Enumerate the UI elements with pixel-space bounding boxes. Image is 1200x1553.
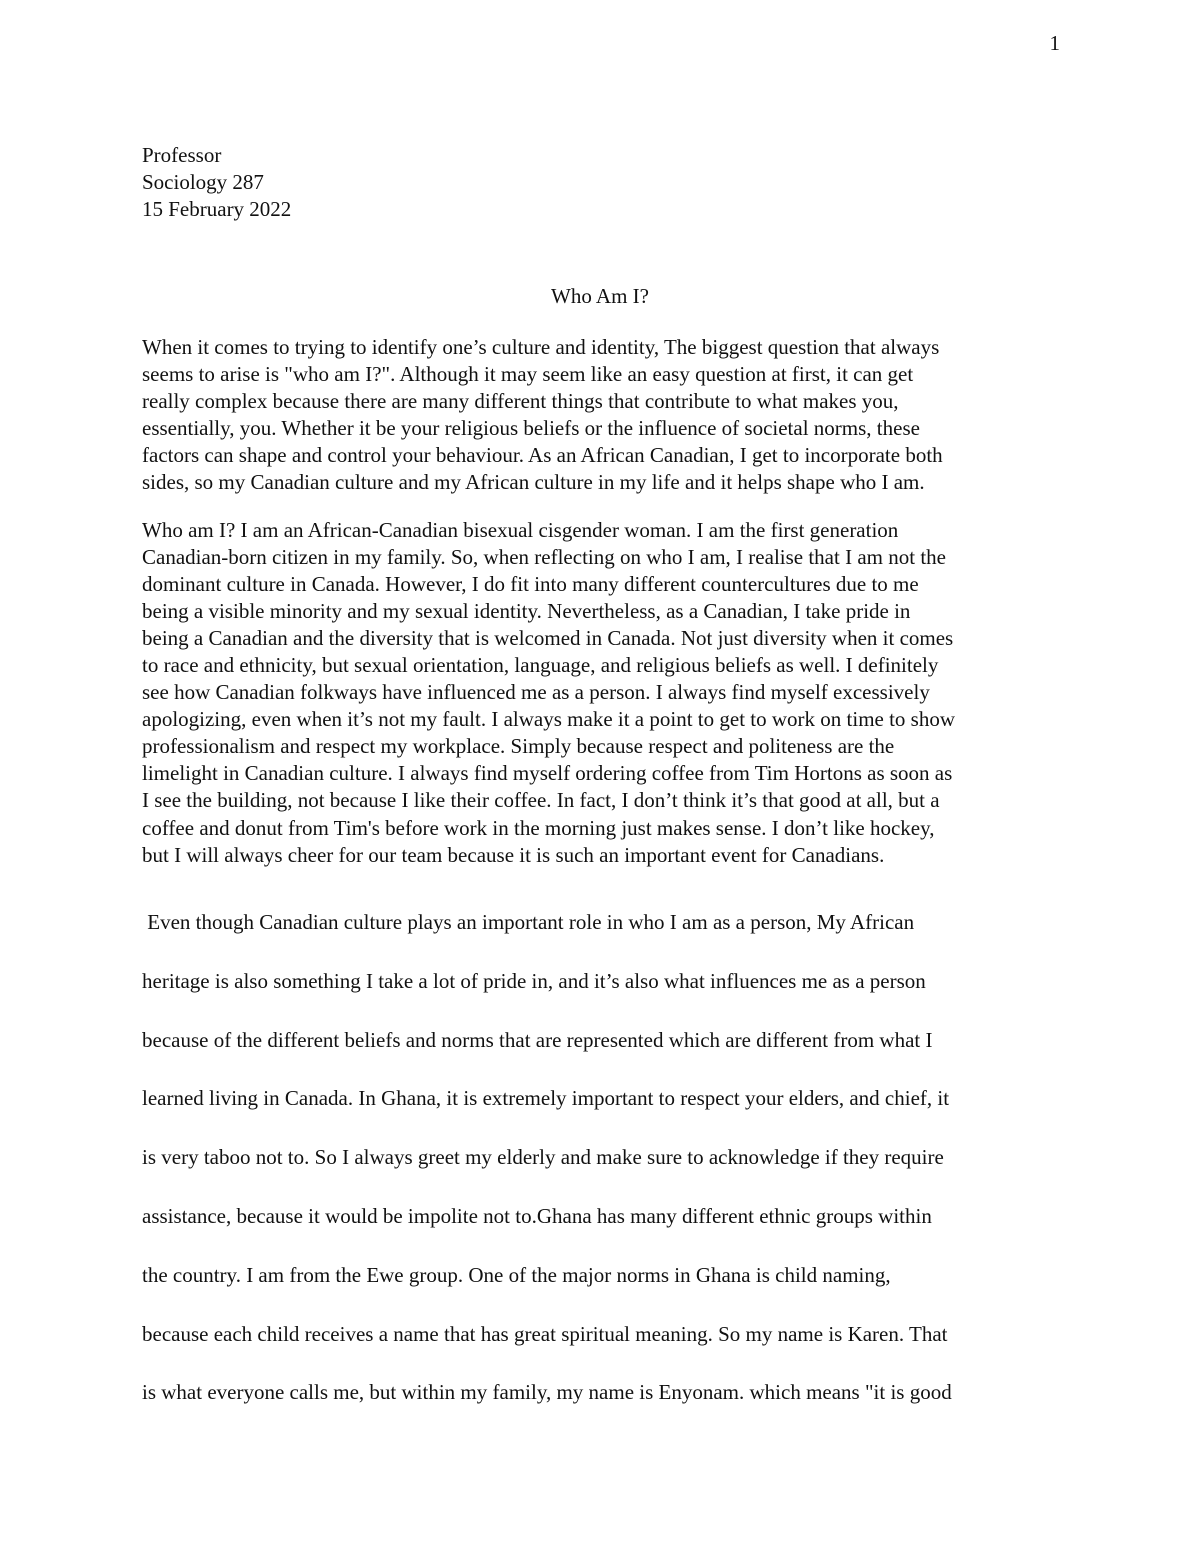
paragraph-2 <box>142 517 1058 869</box>
essay-title: Who Am I? <box>551 284 649 308</box>
text-line: Even though Canadian culture plays an important role in who I am as a person, My African <box>142 910 915 934</box>
text-line: limelight in Canadian culture. I always find myself ordering coffee from Tim Hortons as soon as <box>142 761 953 786</box>
text-line: apologizing, even when it’s not my fault. I always make it a point to get to work on time to show <box>142 707 956 732</box>
text-line: I see the building, not because I like their coffee. In fact, I don’t think it’s that good at all, but a <box>142 788 940 813</box>
text-line: but I will always cheer for our team because it is such an important event for Canadians. <box>142 842 885 867</box>
course-line: Sociology 287 <box>142 170 264 194</box>
text-line: assistance, because it would be impolite not to.Ghana has many different ethnic groups within <box>142 1203 932 1228</box>
paragraph-1 <box>142 334 1058 497</box>
text-line: to race and ethnicity, but sexual orientation, language, and religious beliefs as well. I definitely <box>142 653 939 678</box>
paragraph-3 <box>142 893 1058 1422</box>
date-line: 15 February 2022 <box>142 197 292 221</box>
instructor-line: Professor <box>142 143 222 167</box>
text-line: the country. I am from the Ewe group. One of the major norms in Ghana is child naming, <box>142 1262 891 1287</box>
text-line: When it comes to trying to identify one’s culture and identity, The biggest question that always <box>142 335 940 359</box>
text-line: sides, so my Canadian culture and my African culture in my life and it helps shape who I am. <box>142 470 925 495</box>
text-line: see how Canadian folkways have influenced me as a person. I always find myself excessively <box>142 680 930 705</box>
text-line: really complex because there are many different things that contribute to what makes you, <box>142 389 899 414</box>
text-line: dominant culture in Canada. However, I do fit into many different countercultures due to me <box>142 572 919 597</box>
text-line: is very taboo not to. So I always greet my elderly and make sure to acknowledge if they require <box>142 1145 944 1170</box>
text-line: Canadian-born citizen in my family. So, when reflecting on who I am, I realise that I am not the <box>142 545 946 570</box>
document-header <box>142 142 291 223</box>
text-line: professionalism and respect my workplace. Simply because respect and politeness are the <box>142 734 895 759</box>
text-line: Who am I? I am an African-Canadian bisexual cisgender woman. I am the first generation <box>142 518 899 542</box>
text-line: because each child receives a name that has great spiritual meaning. So my name is Karen. That <box>142 1321 948 1346</box>
text-line: being a visible minority and my sexual identity. Nevertheless, as a Canadian, I take pride in <box>142 599 911 624</box>
text-line: learned living in Canada. In Ghana, it is extremely important to respect your elders, and chief, it <box>142 1086 950 1111</box>
text-line: because of the different beliefs and norms that are represented which are different from what I <box>142 1027 933 1052</box>
text-line: is what everyone calls me, but within my family, my name is Enyonam. which means "it is good <box>142 1380 952 1405</box>
text-line: being a Canadian and the diversity that is welcomed in Canada. Not just diversity when it comes <box>142 626 954 651</box>
page-number: 1 <box>1049 31 1060 55</box>
text-line: coffee and donut from Tim's before work in the morning just makes sense. I don’t like hockey, <box>142 815 935 840</box>
text-line: essentially, you. Whether it be your religious beliefs or the influence of societal norms, these <box>142 416 920 441</box>
text-line: factors can shape and control your behaviour. As an African Canadian, I get to incorporate both <box>142 443 943 468</box>
text-line: seems to arise is "who am I?". Although it may seem like an easy question at first, it can get <box>142 362 914 387</box>
text-line: heritage is also something I take a lot of pride in, and it’s also what influences me as a person <box>142 968 926 993</box>
